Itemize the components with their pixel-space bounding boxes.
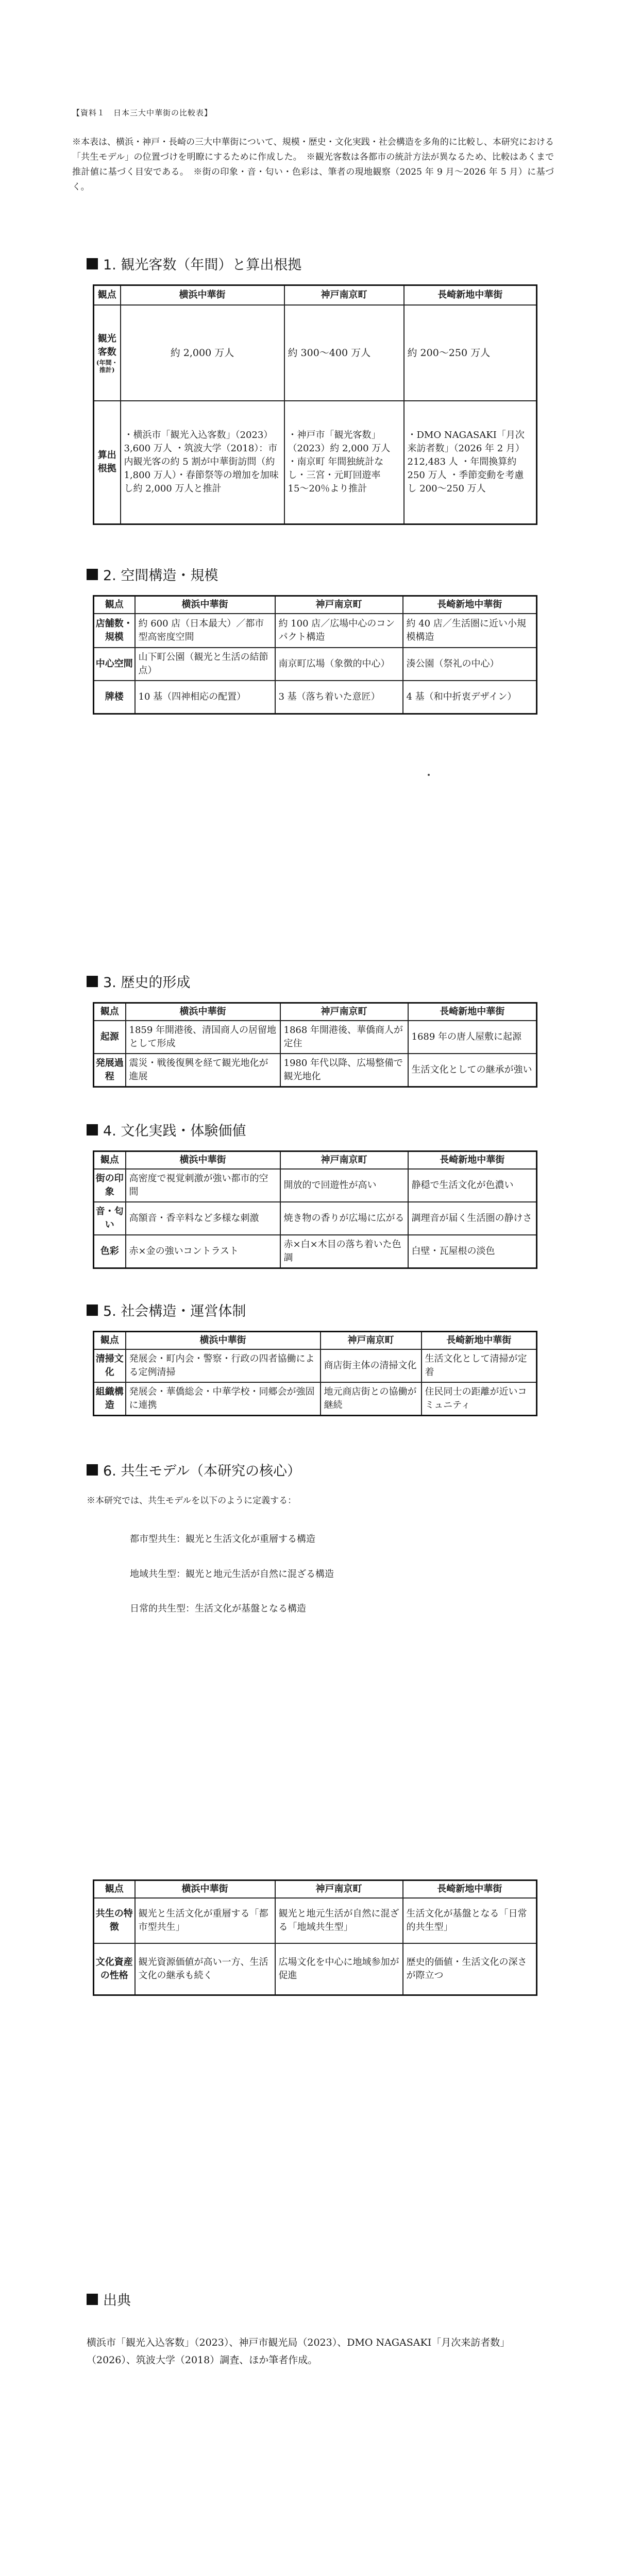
table-row: 清掃文化 発展会・町内会・警察・行政の四者協働による定例清掃 商店街主体の清掃文化 生活文化として清掃が定着 <box>94 1349 537 1382</box>
section-heading-2: 2. 空間構造・規模 <box>87 564 218 584</box>
table-header-row: 観点 横浜中華街 神戸南京町 長崎新地中華街 <box>94 596 537 614</box>
black-square-icon <box>87 1124 98 1136</box>
definition-item: 日常的共生型：生活文化が基盤となる構造 <box>130 1603 306 1614</box>
table-row: 色彩 赤×金の強いコントラスト 赤×白×木目の落ち着いた色調 白壁・瓦屋根の淡色 <box>94 1235 537 1268</box>
document-intro-note: ※本表は、横浜・神戸・長崎の三大中華街について、規模・歴史・文化実践・社会構造を多角的に比較し、本研究における「共生モデル」の位置づけを明瞭にするために作成した。 ※観光客数は各都市の統計方法が異なるため、比較はあくまで推計値に基づく目安である。 ※街の印象・音・匂い・色彩は、筆者の現地観察（2025 年 9 月〜2026 年 5 月）に基づく。 <box>72 137 554 192</box>
section-heading-4: 4. 文化実践・体験価値 <box>87 1120 246 1140</box>
table-row: 観光客数 (年間・推計) 約 2,000 万人 約 300〜400 万人 約 200〜250 万人 <box>94 305 537 401</box>
table-visitor-numbers <box>93 284 537 525</box>
table-header-row: 観点 横浜中華街 神戸南京町 長崎新地中華街 <box>94 1003 537 1021</box>
table-row: 組織構造 発展会・華僑総会・中華学校・同郷会が強固に連携 地元商店街との協働が継続 住民同士の距離が近いコミュニティ <box>94 1382 537 1415</box>
black-square-icon <box>87 1304 98 1316</box>
section-heading-1: 1. 観光客数（年間）と算出根拠 <box>87 253 301 274</box>
table-row: 中心空間 山下町公園（観光と生活の結節点） 南京町広場（象徴的中心） 湊公園（祭礼の中心） <box>94 648 537 681</box>
black-square-icon <box>87 258 98 269</box>
table-row: 算出根拠 ・横浜市「観光入込客数」（2023）3,600 万人 ・筑波大学（2018）：市内観光客の約 5 割が中華街訪問（約 1,800 万人）・春節祭等の増加を加味し約 2,000 万人と推計 ・神戸市「観光客数」（2023）約 2,000 万人 ・南京町 年間独統計なし・三宮・元町回遊率 15〜20％より推計 ・DMO NAGASAKI「月次来訪者数」（2026 年 2 月）212,483 人 ・年間換算約 250 万人 ・季節変動を考慮し 200〜250 万人 <box>94 401 537 524</box>
black-square-icon <box>87 2294 98 2305</box>
section-heading-sources: 出典 <box>87 2289 131 2309</box>
table-row: 店舗数・規模 約 600 店（日本最大）／都市型高密度空間 約 100 店／広場中心のコンパクト構造 約 40 店／生活圏に近い小規模構造 <box>94 614 537 648</box>
table-historical-formation <box>93 1002 537 1088</box>
document-title: 【資料１ 日本三大中華街の比較表】 <box>72 108 213 117</box>
table-spatial-structure <box>93 595 537 715</box>
definition-item: 都市型共生：観光と生活文化が重層する構造 <box>130 1534 315 1545</box>
table-row: 発展過程 震災・戦後復興を経て観光地化が進展 1980 年代以降、広場整備で観光地化 生活文化としての継承が強い <box>94 1054 537 1087</box>
table-social-structure <box>93 1331 537 1416</box>
black-square-icon <box>87 569 98 580</box>
section-heading-5: 5. 社会構造・運営体制 <box>87 1300 246 1320</box>
table-row: 牌楼 10 基（四神相応の配置） 3 基（落ち着いた意匠） 4 基（和中折衷デザイン） <box>94 681 537 714</box>
table-cultural-practice <box>93 1150 537 1269</box>
definition-note: ※本研究では、共生モデルを以下のように定義する： <box>87 1496 297 1506</box>
black-square-icon <box>87 976 98 987</box>
table-row: 文化資産の性格 観光資源価値が高い一方、生活文化の継承も続く 広場文化を中心に地域参加が促進 歴史的価値・生活文化の深さが際立つ <box>94 1943 537 1995</box>
table-coexistence-model <box>93 1879 537 1996</box>
table-row: 音・匂い 高額音・香辛料など多様な刺激 焼き物の香りが広場に広がる 調理音が届く生活圏の静けさ <box>94 1202 537 1235</box>
section-heading-6: 6. 共生モデル（本研究の核心） <box>87 1460 301 1480</box>
table-header-row: 観点 横浜中華街 神戸南京町 長崎新地中華街 <box>94 1880 537 1899</box>
table-row: 共生の特徴 観光と生活文化が重層する「都市型共生」 観光と地元生活が自然に混ざる「地域共生型」 生活文化が基盤となる「日常的共生型」 <box>94 1898 537 1943</box>
table-header-row: 観点 横浜中華街 神戸南京町 長崎新地中華街 <box>94 1151 537 1170</box>
sources-text: 横浜市「観光入込客数」（2023）、神戸市観光局（2023）、DMO NAGASAKI「月次来訪者数」（2026）、筑波大学（2018）調査、ほか筆者作成。 <box>87 2337 510 2366</box>
stray-dot <box>428 774 430 776</box>
definition-item: 地域共生型：観光と地元生活が自然に混ざる構造 <box>130 1569 334 1580</box>
table-row: 街の印象 高密度で視覚刺激が強い都市的空間 開放的で回遊性が高い 静穏で生活文化が色濃い <box>94 1169 537 1202</box>
table-header-row: 観点 横浜中華街 神戸南京町 長崎新地中華街 <box>94 285 537 305</box>
table-header-row: 観点 横浜中華街 神戸南京町 長崎新地中華街 <box>94 1332 537 1350</box>
section-heading-3: 3. 歴史的形成 <box>87 971 190 991</box>
black-square-icon <box>87 1464 98 1476</box>
table-row: 起源 1859 年開港後、清国商人の居留地として形成 1868 年開港後、華僑商人が定住 1689 年の唐人屋敷に起源 <box>94 1021 537 1054</box>
